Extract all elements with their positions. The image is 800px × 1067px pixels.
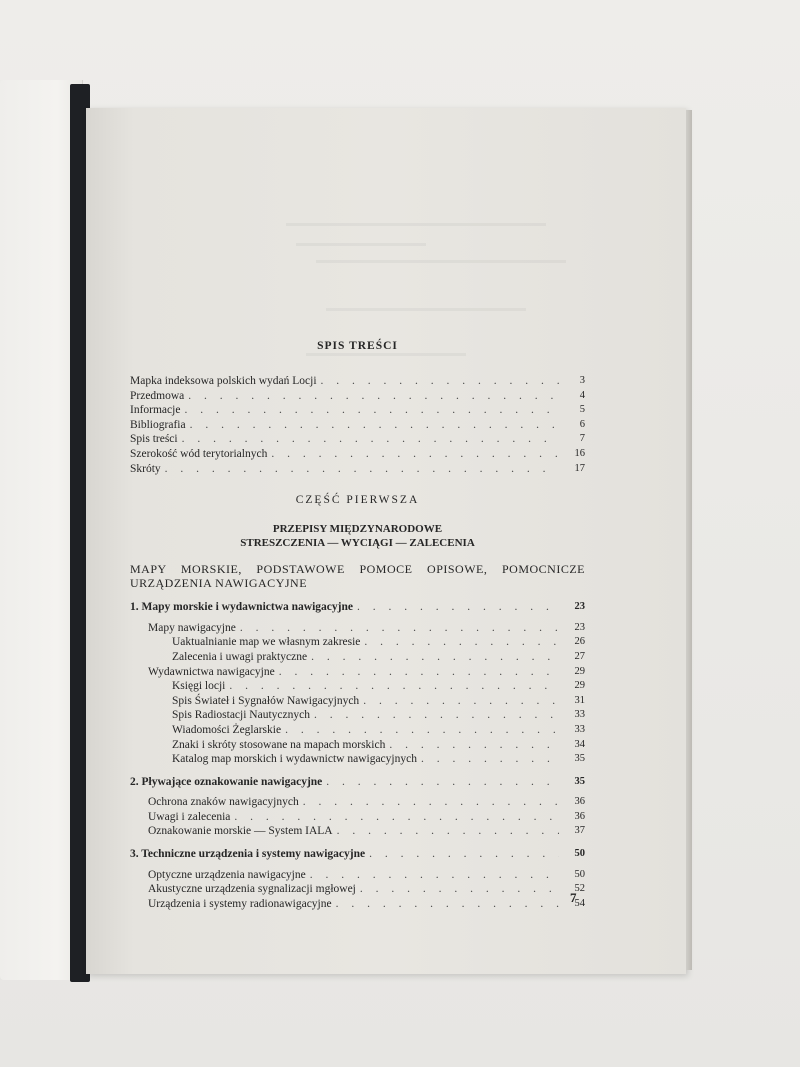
toc-entry-label: Wiadomości Żeglarskie: [172, 723, 282, 736]
dot-leader: [360, 882, 559, 897]
toc-entry: [130, 635, 585, 650]
section-heading: [130, 775, 585, 790]
toc-entry-page: 27: [574, 650, 585, 662]
toc-entry-label: Zalecenia i uwagi praktyczne: [172, 650, 308, 663]
dot-leader: [234, 810, 559, 825]
toc-entry-label: Akustyczne urządzenia sygnalizacji mgłowej: [148, 883, 356, 896]
toc-entry: [130, 665, 585, 680]
dot-leader: [184, 403, 559, 418]
toc-entry: [130, 897, 585, 912]
toc-entry-label: Przedmowa: [130, 389, 185, 402]
toc-entry: [130, 882, 585, 897]
show-through-text: [286, 223, 546, 226]
toc-entry-label: Spis Radiostacji Nautycznych: [172, 709, 310, 722]
toc-entry-page: 34: [574, 738, 585, 750]
toc-entry: [130, 824, 585, 839]
dot-leader: [364, 635, 559, 650]
toc-entry-label: 3. Techniczne urządzenia i systemy nawigacyjne: [130, 848, 366, 861]
part-subtitle-1: PRZEPISY MIĘDZYNARODOWE: [272, 523, 443, 536]
dot-leader: [229, 679, 559, 694]
toc-entry: [130, 868, 585, 883]
toc-entry-label: Oznakowanie morskie — System IALA: [148, 825, 333, 838]
dot-leader: [357, 600, 559, 615]
dot-leader: [421, 752, 559, 767]
toc-entry-label: Księgi locji: [172, 680, 226, 693]
toc-entry: [130, 723, 585, 738]
section-heading: [130, 847, 585, 862]
section-heading: [130, 600, 585, 615]
dot-leader: [188, 389, 559, 404]
toc-entry-page: 4: [579, 389, 585, 401]
toc-entry-page: 35: [574, 753, 585, 765]
toc-entry-page: 33: [574, 723, 585, 735]
toc-entry-page: 54: [574, 897, 585, 909]
toc-entry: [130, 738, 585, 753]
dot-leader: [321, 374, 559, 389]
toc-entry: [130, 389, 585, 404]
dot-leader: [285, 723, 559, 738]
toc-entry: [130, 621, 585, 636]
toc-entry: [130, 432, 585, 447]
show-through-text: [316, 260, 566, 263]
dot-leader: [314, 708, 559, 723]
toc-entry-page: 29: [574, 665, 585, 677]
toc-entry: [130, 418, 585, 433]
toc-entry: [130, 708, 585, 723]
toc-entry-page: 36: [574, 810, 585, 822]
dot-leader: [311, 650, 559, 665]
toc-entry-label: Mapka indeksowa polskich wydań Locji: [130, 375, 317, 387]
dot-leader: [389, 738, 559, 753]
page-edge: [686, 110, 692, 970]
front-matter-list: [130, 374, 585, 476]
toc-entry-page: 31: [574, 694, 585, 706]
toc-entry-label: Spis treści: [130, 433, 178, 446]
show-through-text: [296, 243, 426, 246]
toc-entry: [130, 810, 585, 825]
toc-entry-page: 50: [574, 848, 585, 860]
toc-entry-page: 37: [574, 825, 585, 837]
toc-entry-label: Bibliografia: [130, 418, 186, 431]
toc-heading: SPIS TREŚCI: [317, 340, 398, 352]
sections-list: [130, 600, 585, 911]
toc-entry: [130, 694, 585, 709]
toc-entry-page: 23: [574, 621, 585, 633]
toc-entry-label: Mapy nawigacyjne: [148, 621, 236, 634]
toc-entry-label: Znaki i skróty stosowane na mapach morskich: [172, 738, 386, 751]
toc-entry: [130, 795, 585, 810]
toc-entry-label: Uwagi i zalecenia: [148, 810, 231, 823]
toc-entry-label: 1. Mapy morskie i wydawnictwa nawigacyjne: [130, 601, 353, 614]
toc-entry: [130, 462, 585, 477]
toc-entry-page: 26: [574, 636, 585, 648]
part-subtitle-2: STRESZCZENIA — WYCIĄGI — ZALECENIA: [240, 537, 475, 550]
toc-entry-page: 7: [579, 433, 585, 445]
toc-entry-label: Uaktualnianie map we własnym zakresie: [172, 636, 361, 649]
toc-entry-label: Wydawnictwa nawigacyjne: [148, 665, 275, 678]
toc-entry-label: Katalog map morskich i wydawnictw nawigacyjnych: [172, 753, 417, 766]
toc-entry-page: 17: [574, 462, 585, 474]
toc-entry-label: Optyczne urządzenia nawigacyjne: [148, 868, 306, 881]
toc-entry-page: 50: [574, 868, 585, 880]
dot-leader: [363, 694, 559, 709]
show-through-text: [326, 308, 526, 311]
page-number: 7: [570, 890, 577, 905]
toc-entry-page: 52: [574, 883, 585, 895]
toc-entry-label: Szerokość wód terytorialnych: [130, 447, 268, 460]
toc-entry-label: 2. Pływające oznakowanie nawigacyjne: [130, 775, 323, 788]
dot-leader: [303, 795, 559, 810]
toc-entry-label: Urządzenia i systemy radionawigacyjne: [148, 897, 332, 910]
toc-entry: [130, 447, 585, 462]
toc-entry-page: 16: [574, 447, 585, 459]
dot-leader: [369, 847, 559, 862]
toc-entry-label: Spis Świateł i Sygnałów Nawigacyjnych: [172, 694, 360, 707]
toc-entry-page: 35: [574, 775, 585, 787]
toc-content: [130, 340, 585, 911]
part-title: CZĘŚĆ PIERWSZA: [295, 494, 420, 507]
dot-leader: [336, 897, 559, 912]
toc-entry-page: 33: [574, 709, 585, 721]
dot-leader: [182, 432, 559, 447]
dot-leader: [240, 621, 559, 636]
toc-entry-page: 5: [579, 404, 585, 416]
dot-leader: [279, 665, 559, 680]
toc-entry: [130, 650, 585, 665]
chapter-title: MAPY MORSKIE, PODSTAWOWE POMOCE OPISOWE, POMOCNICZE URZĄDZENIA NAWIGACYJNE: [130, 562, 585, 591]
toc-entry: [130, 752, 585, 767]
toc-entry-page: 23: [574, 601, 585, 613]
dot-leader: [310, 868, 559, 883]
toc-entry-page: 6: [579, 418, 585, 430]
toc-entry: [130, 374, 585, 389]
toc-entry-label: Informacje: [130, 404, 181, 417]
dot-leader: [165, 462, 559, 477]
dot-leader: [326, 775, 559, 790]
toc-entry: [130, 679, 585, 694]
dot-leader: [271, 447, 559, 462]
toc-entry-label: Ochrona znaków nawigacyjnych: [148, 796, 299, 809]
toc-entry-page: 29: [574, 680, 585, 692]
toc-entry: [130, 403, 585, 418]
dot-leader: [337, 824, 559, 839]
toc-entry-page: 3: [579, 375, 585, 386]
dot-leader: [190, 418, 559, 433]
toc-entry-label: Skróty: [130, 462, 161, 475]
toc-entry-page: 36: [574, 796, 585, 808]
